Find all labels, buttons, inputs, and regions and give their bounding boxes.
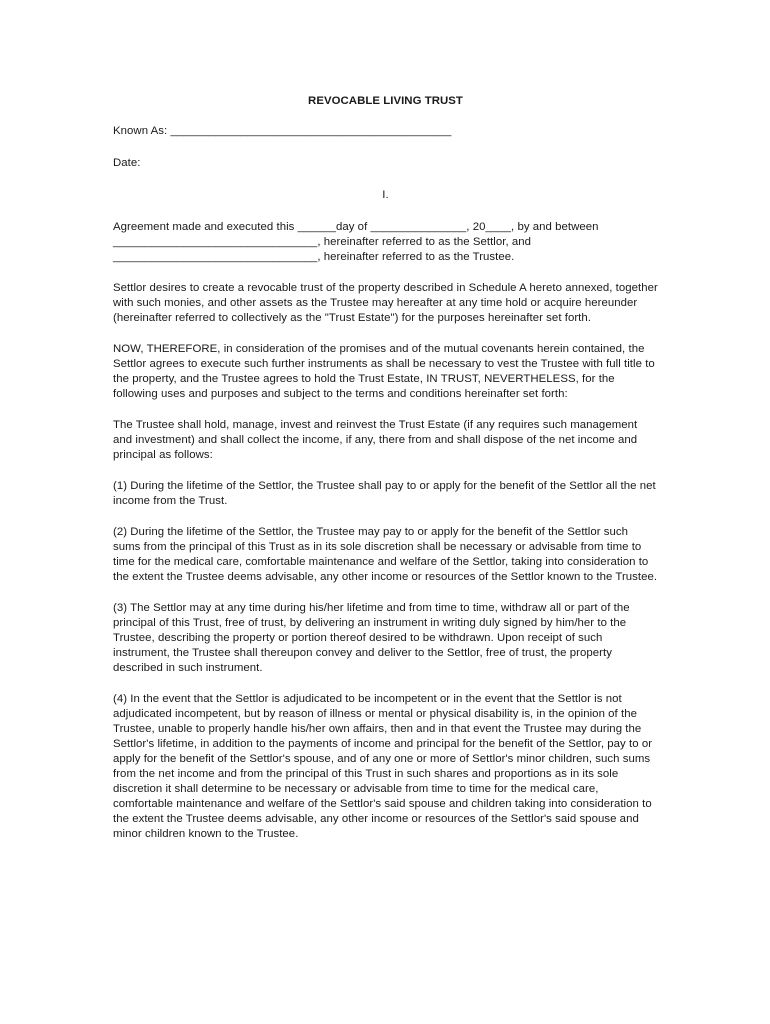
agreement-block (113, 220, 658, 265)
document-title: REVOCABLE LIVING TRUST (308, 95, 463, 107)
paragraph-now-therefore: NOW, THEREFORE, in consideration of the promises and of the mutual covenants herein contained, the Settlor agrees to execute such further instruments as shall be necessary to vest the Trustee with full title to the property, and the Trustee agrees to hold the Trust Estate, IN TRUST, NEVERTHELESS, for the following uses and purposes and subject to the terms and conditions hereinafter set forth: (113, 343, 655, 400)
date-line: Date: (113, 157, 141, 169)
paragraph-clause-3: (3) The Settlor may at any time during his/her lifetime and from time to time, withdraw all or part of the principal of this Trust, free of trust, by delivering an instrument in writing duly signed by him/her to the Trustee, describing the property or portion thereof desired to be withdrawn. Upon receipt of such instrument, the Trustee shall thereupon convey and deliver to the Settlor, free of trust, the property described in such instrument. (113, 602, 630, 674)
paragraph-clause-4: (4) In the event that the Settlor is adjudicated to be incompetent or in the event that the Settlor is not adjudicated incompetent, but by reason of illness or mental or physical disability is, in the opinion of the Trustee, unable to properly handle his/her own affairs, then and in that event the Trustee may during the Settlor's lifetime, in addition to the payments of income and principal for the benefit of the Settlor, pay to or apply for the benefit of the Settlor's spouse, and of any one or more of Settlor's minor children, such sums from the net income and from the principal of this Trust in such shares and proportions as in its sole discretion it shall determine to be necessary or advisable from time to time for the medical care, comfortable maintenance and welfare of the Settlor's said spouse and children taking into consideration to the extent the Trustee deems advisable, any other income or resources of the Settlor's said spouse and minor children known to the Trustee. (113, 693, 653, 840)
paragraph-clause-2: (2) During the lifetime of the Settlor, the Trustee may pay to or apply for the benefit of the Settlor such sums from the principal of this Trust as in its sole discretion shall be necessary or advisable from time to time for the medical care, comfortable maintenance and welfare of the Settlor, taking into consideration to the extent the Trustee deems advisable, any other income or resources of the Settlor known to the Trustee. (113, 526, 658, 583)
paragraph-trustee-shall-hold: The Trustee shall hold, manage, invest and reinvest the Trust Estate (if any requires such management and investment) and shall collect the income, if any, there from and shall dispose of the net income and principal as follows: (113, 419, 638, 461)
section-number: I. (382, 189, 389, 201)
known-as-line: Known As: ____________________________________________ (113, 125, 452, 137)
document-body (113, 94, 658, 858)
agreement-line: ________________________________, hereinafter referred to as the Settlor, and (113, 236, 532, 248)
paragraph-settlor-desires: Settlor desires to create a revocable trust of the property described in Schedule A hereto annexed, together with such monies, and other assets as the Trustee may hereafter at any time hold or acquire hereunder (hereinafter referred to collectively as the "Trust Estate") for the purposes hereinafter set forth. (113, 282, 658, 324)
agreement-line: ________________________________, hereinafter referred to as the Trustee. (113, 251, 515, 263)
agreement-line: Agreement made and executed this ______day of _______________, 20____, by and between (113, 221, 599, 233)
paragraph-clause-1: (1) During the lifetime of the Settlor, the Trustee shall pay to or apply for the benefit of the Settlor all the net income from the Trust. (113, 480, 656, 507)
